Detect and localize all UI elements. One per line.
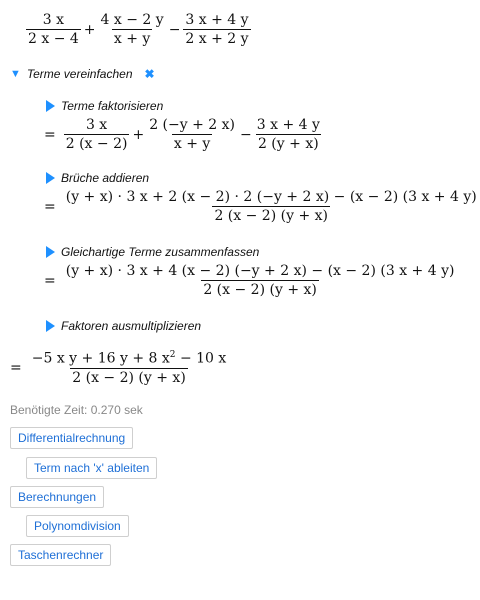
numerator-part-a: −5 x y + 16 y + 8 x [31,350,170,367]
denominator: 2 x + 2 y [185,31,249,47]
numerator: 3 x [42,12,65,28]
equals-sign: = [44,126,56,143]
fraction-term-2 [147,117,237,152]
fraction-term-3 [183,12,250,47]
link-taschenrechner[interactable]: Taschenrechner [10,544,111,566]
numerator: 3 x + 4 y [256,117,320,133]
triangle-down-icon: ▼ [10,68,21,80]
link-differentialrechnung[interactable]: Differentialrechnung [10,427,133,449]
denominator: 2 x − 4 [28,31,79,47]
link-berechnungen[interactable]: Berechnungen [10,486,104,508]
section-toggle-simplify[interactable] [10,67,155,81]
result-expression [10,350,228,386]
step-toggle-combine-like-terms[interactable] [46,245,259,259]
operator-minus: − [240,126,252,143]
denominator: 2 (x − 2) (y + x) [214,208,328,224]
numerator: 2 (−y + 2 x) [149,117,235,133]
denominator: x + y [113,31,151,47]
denominator: 2 (x − 2) (y + x) [203,282,317,298]
fraction [64,263,457,298]
operator-plus: + [132,126,145,143]
numerator: (y + x) · 3 x + 2 (x − 2) · 2 (−y + 2 x) − (x − 2) (3 x + 4 y) [65,189,477,205]
denominator: x + y [173,136,211,152]
numerator: 3 x [85,117,108,133]
triangle-right-icon [46,172,55,184]
result-fraction [30,350,229,386]
fraction [64,189,479,224]
equals-sign: = [44,272,56,289]
fraction-term-2 [99,12,166,47]
link-term-ableiten[interactable]: Term nach 'x' ableiten [26,457,157,479]
triangle-right-icon [46,246,55,258]
close-icon[interactable]: ✖ [144,67,155,81]
fraction-term-1 [26,12,81,47]
step-label: Brüche addieren [61,171,150,185]
numerator: 4 x − 2 y [100,12,164,28]
equals-sign: = [44,198,56,215]
numerator [30,350,229,368]
step-toggle-expand-factors[interactable] [46,319,201,333]
step-3-expression [44,263,456,298]
input-expression [26,12,251,47]
step-label: Faktoren ausmultiplizieren [61,319,202,333]
numerator: 3 x + 4 y [185,12,249,28]
exponent: 2 [169,350,176,360]
step-label: Gleichartige Terme zusammenfassen [61,245,260,259]
step-1-expression [44,117,322,152]
section-label: Terme vereinfachen [26,67,133,81]
link-polynomdivision[interactable]: Polynomdivision [26,515,129,537]
denominator: 2 (x − 2) (y + x) [72,369,186,386]
elapsed-time: Benötigte Zeit: 0.270 sek [10,403,143,417]
denominator: 2 (y + x) [257,136,319,152]
operator-minus: − [168,21,181,38]
step-toggle-add-fractions[interactable] [46,171,149,185]
step-toggle-factorize[interactable] [46,99,163,113]
step-2-expression [44,189,479,224]
equals-sign: = [10,359,22,376]
numerator-part-b: − 10 x [175,350,227,367]
operator-plus: + [83,21,96,38]
fraction-term-3 [255,117,322,152]
fraction-term-1 [64,117,130,152]
numerator: (y + x) · 3 x + 4 (x − 2) (−y + 2 x) − (x − 2) (3 x + 4 y) [65,263,455,279]
denominator: 2 (x − 2) [65,136,128,152]
triangle-right-icon [46,320,55,332]
triangle-right-icon [46,100,55,112]
step-label: Terme faktorisieren [61,99,164,113]
